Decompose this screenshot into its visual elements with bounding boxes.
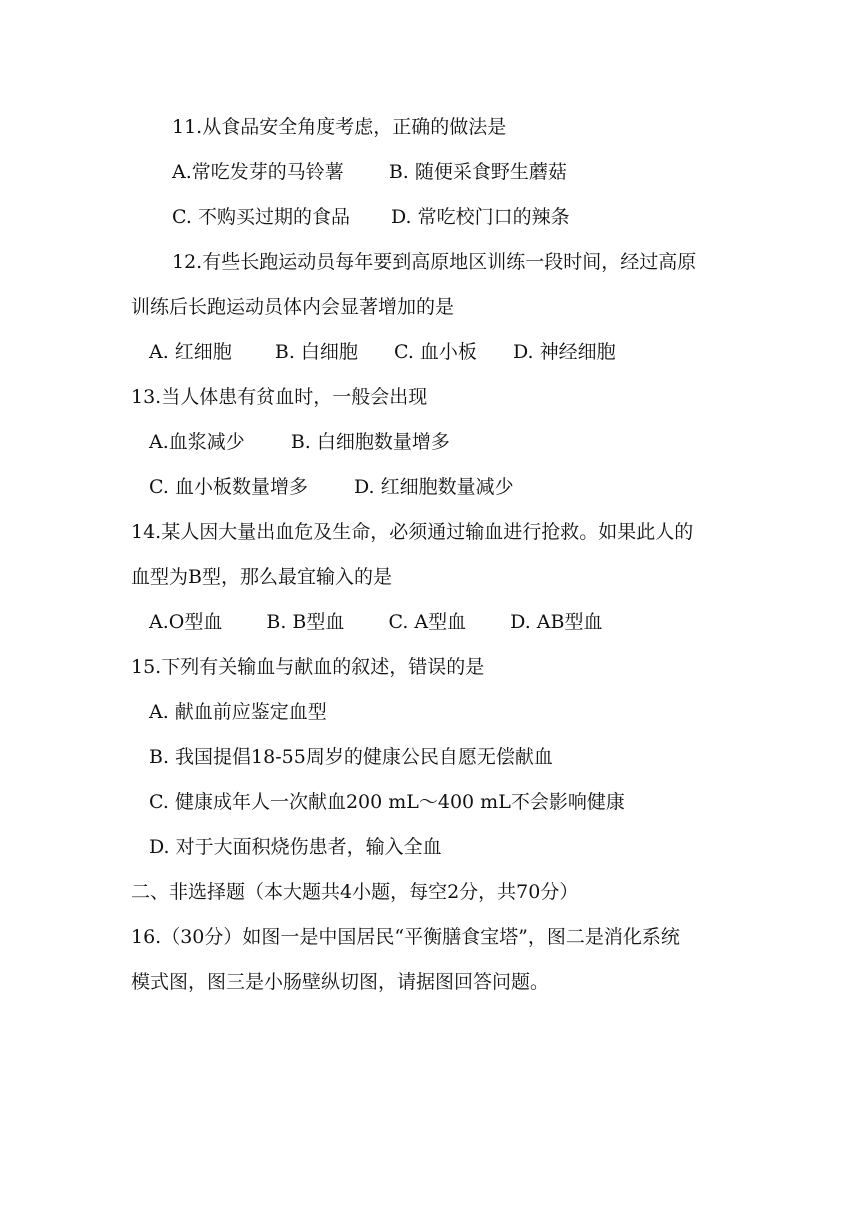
q11-stem: 11.从食品安全角度考虑，正确的做法是 (172, 116, 507, 138)
q14-options (149, 610, 603, 634)
section-heading: 二、非选择题（本大题共4小题，每空2分，共70分） (131, 881, 579, 903)
q11-option-a: A.常吃发芽的马铃薯 (172, 161, 344, 183)
q13-options-row1 (149, 430, 450, 454)
q15-stem: 15.下列有关输血与献血的叙述，错误的是 (131, 656, 485, 678)
q14-option-d: D. AB型血 (510, 611, 603, 633)
q13-options-row2 (149, 475, 514, 499)
q13-option-a: A.血浆减少 (149, 431, 245, 453)
q12-stem-line1: 12.有些长跑运动员每年要到高原地区训练一段时间，经过高原 (172, 251, 697, 273)
q13-stem: 13.当人体患有贫血时，一般会出现 (131, 386, 428, 408)
q15-option-b: B. 我国提倡18-55周岁的健康公民自愿无偿献血 (149, 746, 553, 768)
q14-option-b: B. B型血 (266, 611, 345, 633)
q11-option-b: B. 随便采食野生蘑菇 (388, 161, 567, 183)
q14-option-c: C. A型血 (388, 611, 467, 633)
q13-option-b: B. 白细胞数量增多 (290, 431, 450, 453)
q13-option-d: D. 红细胞数量减少 (354, 476, 514, 498)
q11-options-row2 (172, 205, 570, 229)
q12-option-b: B. 白细胞 (274, 341, 358, 363)
q13-option-c: C. 血小板数量增多 (149, 476, 308, 498)
q12-stem-line2: 训练后长跑运动员体内会显著增加的是 (131, 296, 455, 318)
q11-option-d: D. 常吃校门口的辣条 (391, 206, 570, 228)
q16-stem-line2: 模式图，图三是小肠壁纵切图，请据图回答问题。 (131, 971, 550, 993)
q12-option-a: A. 红细胞 (149, 341, 232, 363)
q15-option-a: A. 献血前应鉴定血型 (149, 701, 327, 723)
q15-option-d: D. 对于大面积烧伤患者，输入全血 (149, 836, 442, 858)
q12-option-c: C. 血小板 (393, 341, 477, 363)
q12-option-d: D. 神经细胞 (512, 341, 616, 363)
q11-options-row1 (172, 160, 567, 184)
q16-stem-line1: 16.（30分）如图一是中国居民“平衡膳食宝塔”，图二是消化系统 (131, 926, 680, 948)
q14-stem-line2: 血型为B型，那么最宜输入的是 (131, 566, 392, 588)
q14-option-a: A.O型血 (149, 611, 223, 633)
q11-option-c: C. 不购买过期的食品 (172, 206, 350, 228)
q14-stem-line1: 14.某人因大量出血危及生命，必须通过输血进行抢救。如果此人的 (131, 521, 694, 543)
q15-option-c: C. 健康成年人一次献血200 mL～400 mL不会影响健康 (149, 791, 625, 813)
q12-options (149, 340, 616, 364)
